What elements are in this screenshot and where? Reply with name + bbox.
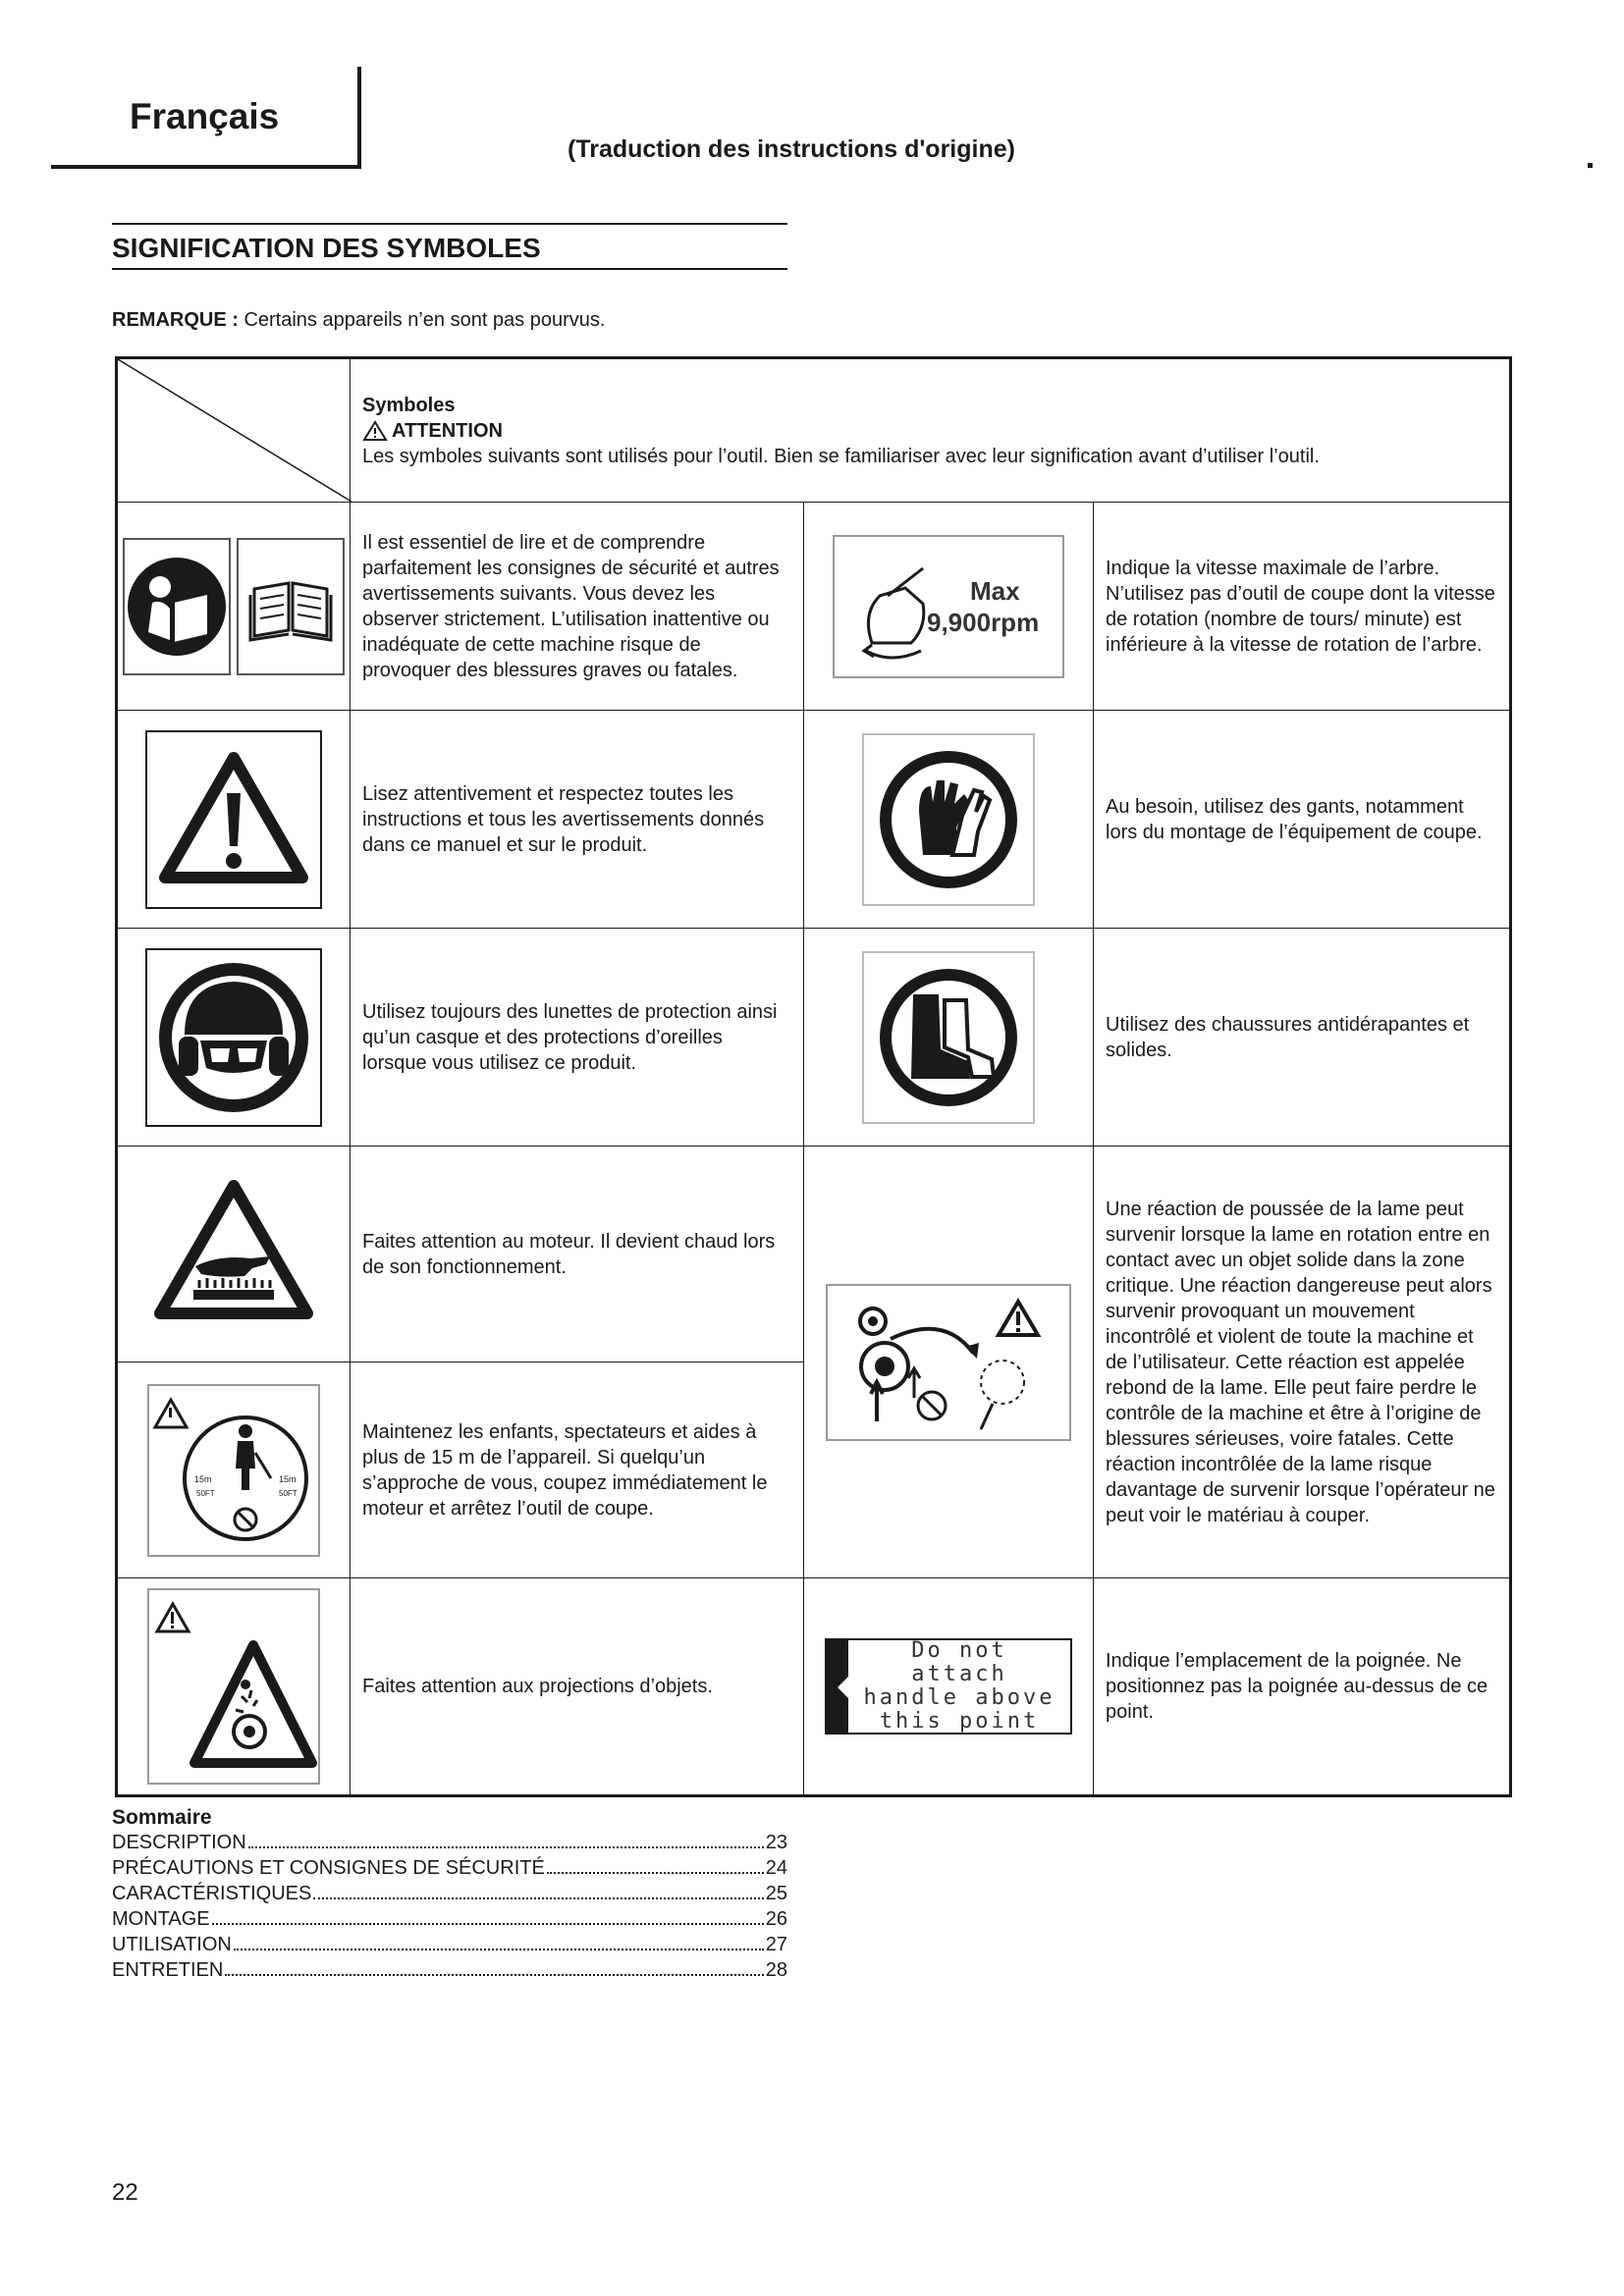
handle-icon-cell <box>804 1578 1094 1796</box>
exclamation-warning-icon <box>145 730 322 909</box>
attention-line <box>362 418 1497 444</box>
symbols-title: Symboles <box>362 394 456 416</box>
toc-item-page: 28 <box>765 1959 787 1981</box>
boots-icon-cell <box>804 929 1094 1147</box>
book-icon <box>237 538 345 675</box>
page-subtitle: (Traduction des instructions d'origine) <box>568 135 1015 163</box>
row1-right-text: Indique la vitesse maximale de l’arbre. N’utilisez pas d’outil de coupe dont la vitesse de rotation (nombre de tours/ minute) est inférieure à la vitesse de rotation de l’arbre. <box>1094 503 1511 711</box>
toc-item-label: MONTAGE <box>112 1908 210 1930</box>
toc-item-label: DESCRIPTION <box>112 1832 246 1853</box>
handle-label-text: Do not attach handle above this point <box>863 1638 1056 1734</box>
row5-left-text: Maintenez les enfants, spectateurs et aides à plus de 15 m de l’appareil. Si quelqu’un s’approche de vous, coupez immédiatement le moteur et arrêtez l’outil de coupe. <box>351 1362 804 1578</box>
remark-label: REMARQUE : <box>112 309 239 331</box>
table-of-contents <box>112 1806 787 1985</box>
distance-ft-left: 50FT <box>196 1488 215 1498</box>
warning-icon-cell <box>117 711 351 929</box>
toc-leader <box>225 1974 763 1976</box>
toc-item[interactable] <box>112 1857 787 1883</box>
symbols-intro: Les symboles suivants sont utilisés pour l’outil. Bien se familiariser avec leur signification avant d’utiliser l’outil. <box>362 445 1320 467</box>
handle-marker-arrow-icon <box>838 1676 849 1699</box>
kickback-icon-cell <box>804 1147 1094 1578</box>
header-diagonal-cell <box>117 358 351 503</box>
hot-surface-icon <box>150 1176 317 1333</box>
distance-label-right: 15m <box>279 1473 297 1484</box>
read-manual-icons-cell <box>117 503 351 711</box>
hot-engine-icon-cell <box>117 1147 351 1362</box>
row3-right-text: Utilisez des chaussures antidérapantes et solides. <box>1094 929 1511 1147</box>
read-manual-icon <box>123 538 231 675</box>
handle-label-sticker <box>825 1638 1072 1735</box>
remark-text: Certains appareils n’en sont pas pourvus. <box>244 309 606 331</box>
warning-icon <box>362 420 388 442</box>
projection-icon-cell <box>117 1578 351 1796</box>
row4-left-text: Faites attention au moteur. Il devient chaud lors de son fonctionnement. <box>351 1147 804 1362</box>
gloves-icon <box>862 733 1035 906</box>
toc-item-page: 25 <box>765 1883 787 1904</box>
page-number: 22 <box>112 2179 138 2206</box>
attention-label: ATTENTION <box>392 419 503 442</box>
remark <box>112 309 605 332</box>
handle-marker-bar <box>827 1640 848 1733</box>
row4-right-text: Une réaction de poussée de la lame peut survenir lorsque la lame en rotation entre en contact avec un objet solide dans la zone critique. Une réaction dangereuse peut alors survenir provoquant un mouvement incontrôlé et violent de toute la machine et de l’utilisateur. Cette réaction est appelée rebond de la lame. Elle peut faire perdre le contrôle de la machine et être à l’origine de blessures sérieuses, voire fatales. Cette réaction incontrôlée de la lame risque davantage de survenir lorsque l’opérateur ne peut voir le matériau à couper. <box>1094 1147 1511 1578</box>
row1-left-text: Il est essentiel de lire et de comprendre parfaitement les consignes de sécurité et autres avertissements suivants. Vous devez les observer strictement. L’utilisation inattentive ou inadéquate de cette machine risque de provoquer des blessures graves ou fatales. <box>351 503 804 711</box>
head-protection-icon-cell <box>117 929 351 1147</box>
toc-item[interactable] <box>112 1883 787 1908</box>
toc-leader <box>212 1923 764 1925</box>
toc-item[interactable] <box>112 1959 787 1985</box>
toc-item[interactable] <box>112 1832 787 1857</box>
toc-item[interactable] <box>112 1934 787 1959</box>
toc-item-page: 23 <box>765 1832 787 1853</box>
toc-item-page: 24 <box>765 1857 787 1879</box>
toc-leader <box>313 1897 763 1899</box>
helmet-goggles-icon <box>145 948 322 1127</box>
row6-right-text: Indique l’emplacement de la poignée. Ne positionnez pas la poignée au-dessus de ce point. <box>1094 1578 1511 1796</box>
safety-boots-icon <box>862 951 1035 1124</box>
row2-left-text: Lisez attentivement et respectez toutes les instructions et tous les avertissements donnés dans ce manuel et sur le produit. <box>351 711 804 929</box>
toc-item-page: 27 <box>765 1934 787 1955</box>
toc-title: Sommaire <box>112 1806 212 1829</box>
toc-leader <box>248 1846 764 1848</box>
toc-leader <box>234 1949 764 1950</box>
thrown-objects-icon <box>147 1588 320 1785</box>
max-speed-icon <box>833 535 1064 678</box>
section-title-text: SIGNIFICATION DES SYMBOLES <box>112 233 541 263</box>
page-dot <box>1588 163 1593 168</box>
header-cell <box>351 358 1511 503</box>
section-title <box>112 223 787 270</box>
toc-item[interactable] <box>112 1908 787 1934</box>
distance-icon-cell <box>117 1362 351 1578</box>
toc-item-label: ENTRETIEN <box>112 1959 224 1981</box>
max-label: Max <box>970 575 1020 606</box>
language-tab <box>51 67 361 169</box>
row2-right-text: Au besoin, utilisez des gants, notamment lors du montage de l’équipement de coupe. <box>1094 711 1511 929</box>
toc-item-label: UTILISATION <box>112 1934 232 1955</box>
toc-item-page: 26 <box>765 1908 787 1930</box>
rpm-label: 9,900rpm <box>927 607 1040 637</box>
language-label: Français <box>130 96 280 136</box>
diagonal-line <box>118 359 352 502</box>
toc-item-label: CARACTÉRISTIQUES <box>112 1883 312 1904</box>
toc-leader <box>547 1872 764 1874</box>
gloves-icon-cell <box>804 711 1094 929</box>
keep-distance-icon <box>147 1384 320 1557</box>
symbols-table <box>115 356 1512 1797</box>
blade-thrust-icon <box>826 1284 1071 1441</box>
distance-ft-right: 50FT <box>279 1488 298 1498</box>
distance-label-left: 15m <box>194 1473 212 1484</box>
row3-left-text: Utilisez toujours des lunettes de protection ainsi qu’un casque et des protections d’oreilles lorsque vous utilisez ce produit. <box>351 929 804 1147</box>
row6-left-text: Faites attention aux projections d’objets. <box>351 1578 804 1796</box>
max-rpm-icon-cell <box>804 503 1094 711</box>
toc-item-label: PRÉCAUTIONS ET CONSIGNES DE SÉCURITÉ <box>112 1857 545 1879</box>
